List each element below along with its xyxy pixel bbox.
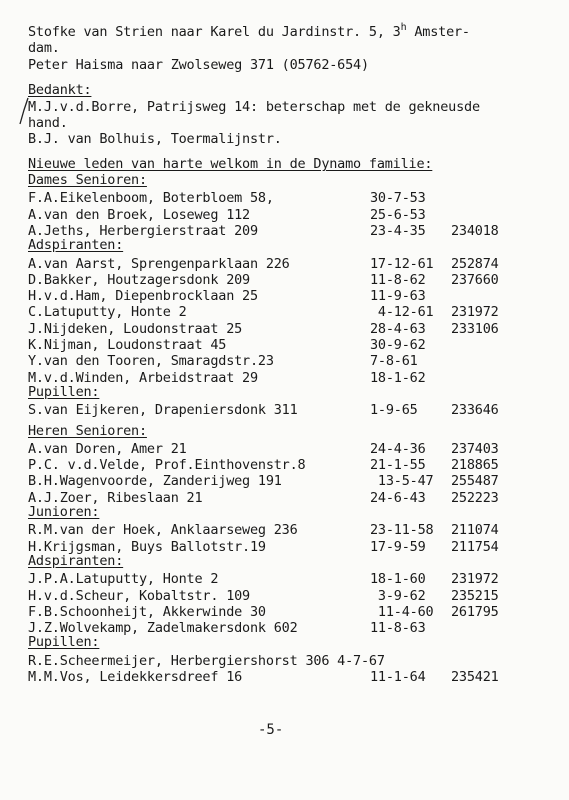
intro-line-1-text: Stofke van Strien naar Karel du Jardinstr. 5, 3 bbox=[28, 24, 401, 40]
member-name: F.A.Eikelenboom, Boterbloem 58, bbox=[28, 190, 274, 207]
member-name: J.P.A.Latuputty, Honte 2 bbox=[28, 571, 219, 588]
member-row bbox=[28, 620, 548, 636]
member-phone: 233646 bbox=[451, 402, 499, 419]
member-phone: 235215 bbox=[451, 587, 499, 604]
member-date: 11-1-64 bbox=[370, 669, 426, 685]
member-name: A.van Doren, Amer 21 bbox=[28, 440, 187, 457]
member-row bbox=[28, 288, 548, 304]
section-heading: Adspiranten: bbox=[28, 237, 124, 254]
member-row bbox=[28, 473, 548, 489]
member-row bbox=[28, 604, 548, 620]
member-row bbox=[28, 441, 548, 457]
member-row bbox=[28, 571, 548, 587]
section-heading: Pupillen: bbox=[28, 634, 100, 651]
member-name: A.van Aarst, Sprengenparklaan 226 bbox=[28, 255, 290, 272]
member-name: H.Krijgsman, Buys Ballotstr.19 bbox=[28, 538, 266, 555]
page-number: -5- bbox=[258, 722, 284, 738]
member-name: A.van den Broek, Loseweg 112 bbox=[28, 206, 250, 223]
member-name: C.Latuputty, Honte 2 bbox=[28, 304, 187, 321]
member-date: 11-9-63 bbox=[370, 288, 426, 305]
member-name: F.B.Schoonheijt, Akkerwinde 30 bbox=[28, 603, 266, 620]
section-heading: Pupillen: bbox=[28, 383, 100, 400]
member-date: 24-6-43 bbox=[370, 489, 426, 506]
bedankt-line-2: hand. bbox=[28, 115, 68, 131]
section-heading: Adspiranten: bbox=[28, 552, 124, 569]
member-date: 23-11-58 bbox=[370, 522, 434, 539]
member-date: 1-9-65 bbox=[370, 402, 418, 419]
member-name: H.v.d.Ham, Diepenbrocklaan 25 bbox=[28, 288, 258, 305]
member-row bbox=[28, 321, 548, 337]
member-row bbox=[28, 304, 548, 320]
member-phone: 252223 bbox=[451, 489, 499, 506]
member-row bbox=[28, 256, 548, 272]
member-date: 25-6-53 bbox=[370, 206, 426, 223]
member-date: 17-9-59 bbox=[370, 538, 426, 555]
member-phone: 211074 bbox=[451, 522, 499, 539]
member-row bbox=[28, 272, 548, 288]
section-heading: Dames Senioren: bbox=[28, 172, 147, 188]
member-phone: 231972 bbox=[451, 304, 499, 321]
member-name: M.M.Vos, Leidekkersdreef 16 bbox=[28, 669, 243, 685]
member-name: R.M.van der Hoek, Anklaarseweg 236 bbox=[28, 522, 298, 539]
intro-line-3: Peter Haisma naar Zwolseweg 371 (05762-654) bbox=[28, 57, 369, 73]
member-date: 24-4-36 bbox=[370, 440, 426, 457]
member-name: J.Nijdeken, Loudonstraat 25 bbox=[28, 320, 243, 337]
member-row bbox=[28, 207, 548, 223]
intro-line-1 bbox=[28, 22, 470, 40]
member-row bbox=[28, 190, 548, 206]
member-phone: 235421 bbox=[451, 669, 499, 685]
member-name: M.v.d.Winden, Arbeidstraat 29 bbox=[28, 369, 258, 386]
member-phone: 261795 bbox=[451, 603, 499, 620]
member-row bbox=[28, 490, 548, 506]
member-phone: 233106 bbox=[451, 320, 499, 337]
member-date: 7-8-61 bbox=[370, 353, 418, 370]
member-name: A.J.Zoer, Ribeslaan 21 bbox=[28, 489, 203, 506]
member-row bbox=[28, 402, 548, 418]
member-row bbox=[28, 337, 548, 353]
member-phone: 218865 bbox=[451, 457, 499, 474]
member-row bbox=[28, 370, 548, 386]
member-row bbox=[28, 457, 548, 473]
bedankt-heading: Bedankt: bbox=[28, 82, 92, 98]
member-date: 18-1-60 bbox=[370, 571, 426, 588]
member-phone: 237660 bbox=[451, 271, 499, 288]
intro-line-2: dam. bbox=[28, 40, 60, 56]
member-date: 11-4-60 bbox=[370, 603, 434, 620]
member-date: 23-4-35 bbox=[370, 222, 426, 239]
member-date: 3-9-62 bbox=[370, 587, 426, 604]
member-name: Y.van den Tooren, Smaragdstr.23 bbox=[28, 353, 274, 370]
member-row bbox=[28, 522, 548, 538]
member-name: B.H.Wagenvoorde, Zanderijweg 191 bbox=[28, 473, 282, 490]
member-date: 18-1-62 bbox=[370, 369, 426, 386]
member-name: P.C. v.d.Velde, Prof.Einthovenstr.8 bbox=[28, 457, 306, 474]
member-date: 13-5-47 bbox=[370, 473, 434, 490]
intro-line-1-superscript: h bbox=[400, 22, 407, 33]
member-name: K.Nijman, Loudonstraat 45 bbox=[28, 337, 227, 353]
section-heading: Heren Senioren: bbox=[28, 422, 147, 439]
member-phone: 234018 bbox=[451, 222, 499, 239]
member-date: 4-12-61 bbox=[370, 304, 434, 321]
member-row bbox=[28, 353, 548, 369]
member-row bbox=[28, 588, 548, 604]
member-name: H.v.d.Scheur, Kobaltstr. 109 bbox=[28, 587, 250, 604]
member-date: 17-12-61 bbox=[370, 255, 434, 272]
section-heading: Junioren: bbox=[28, 504, 100, 520]
bedankt-line-3: B.J. van Bolhuis, Toermalijnstr. bbox=[28, 131, 282, 147]
member-name: S.van Eijkeren, Drapeniersdonk 311 bbox=[28, 402, 298, 419]
member-name: A.Jeths, Herbergierstraat 209 bbox=[28, 222, 258, 239]
member-row bbox=[28, 653, 548, 669]
member-date: 30-9-62 bbox=[370, 337, 426, 353]
intro-line-1-end: Amster- bbox=[406, 24, 470, 40]
member-date: 11-8-63 bbox=[370, 620, 426, 637]
member-date: 11-8-62 bbox=[370, 271, 426, 288]
member-date: 28-4-63 bbox=[370, 320, 426, 337]
member-row bbox=[28, 669, 548, 685]
member-phone: 252874 bbox=[451, 255, 499, 272]
member-phone: 255487 bbox=[451, 473, 499, 490]
member-phone: 231972 bbox=[451, 571, 499, 588]
bedankt-line-1: M.J.v.d.Borre, Patrijsweg 14: beterschap met de gekneusde bbox=[28, 99, 480, 115]
member-date: 30-7-53 bbox=[370, 190, 426, 207]
member-name: D.Bakker, Houtzagersdonk 209 bbox=[28, 271, 250, 288]
member-date: 21-1-55 bbox=[370, 457, 426, 474]
member-name: R.E.Scheermeijer, Herbergiershorst 306 4-7-67 bbox=[28, 652, 385, 669]
member-name: J.Z.Wolvekamp, Zadelmakersdonk 602 bbox=[28, 620, 298, 637]
welcome-heading: Nieuwe leden van harte welkom in de Dynamo familie: bbox=[28, 156, 433, 172]
member-phone: 237403 bbox=[451, 440, 499, 457]
member-phone: 211754 bbox=[451, 538, 499, 555]
